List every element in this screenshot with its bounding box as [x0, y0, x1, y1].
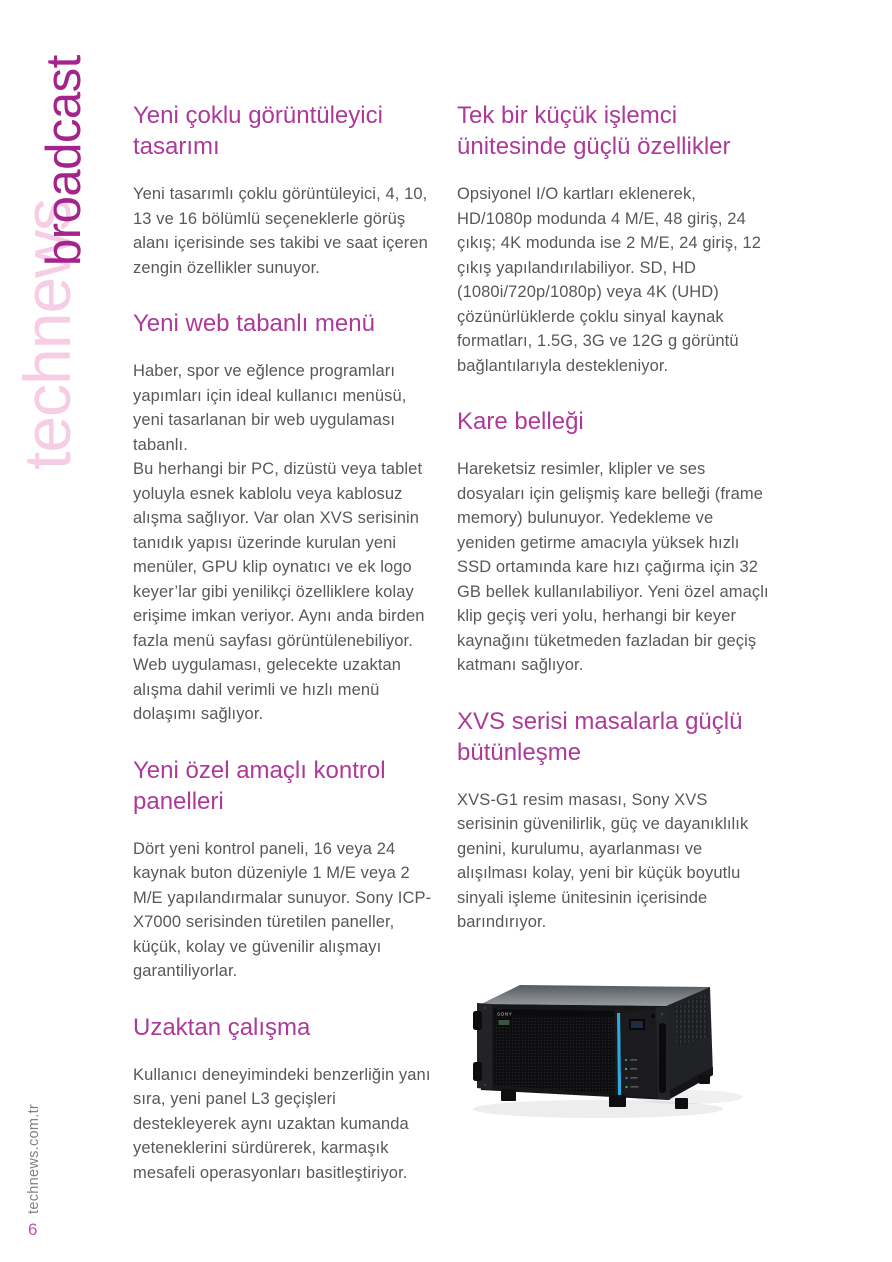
section-paragraph: XVS-G1 resim masası, Sony XVS serisinin güvenilirlik, güç ve dayanıklılık genini, kurulumu, ayarlanması ve alışılması kolay, yeni bir küçük boyutlu sinyali işleme ünitesinin içerisinde barındırıyor.	[457, 790, 749, 931]
section-multiviewer	[133, 100, 434, 280]
section-processor-unit	[457, 100, 772, 378]
section-heading: Kare belleği	[457, 408, 584, 435]
section-paragraph: Haber, spor ve eğlence programları yapımları için ideal kullanıcı menüsü, yeni tasarlanan bir web uygulaması tabanlı.	[133, 362, 407, 454]
section-paragraph: Kullanıcı deneyimindeki benzerliğin yanı sıra, yeni panel L3 geçişleri destekleyerek aynı uzaktan kumanda yeteneklerini sürdürerek, karmaşık mesafeli operasyonları basitleştiriyor.	[133, 1065, 431, 1182]
section-paragraph: Hareketsiz resimler, klipler ve ses dosyaları için gelişmiş kare belleği (frame memory) bulunuyor. Yedekleme ve yeniden getirme amacıyla yüksek hızlı SSD ortamında kare hızı çağırma için 32 GB bellek kullanılabiliyor. Yeni özel amaçlı klip geçiş veri yolu, herhangi bir keyer kaynağını tüketmeden fazladan bir geçiş katmanı sağlıyor.	[457, 460, 769, 674]
section-control-panels	[133, 755, 434, 984]
section-xvs-integration	[457, 706, 772, 935]
section-paragraph: Bu herhangi bir PC, dizüstü veya tablet yoluyla esnek kablolu veya kablosuz alışma sağlıyor. Var olan XVS serisinin tanıdık yapısı üzerinde kurulan yeni menüler, GPU klip oynatıcı ve ek logo keyer’lar gibi yenilikçi özelliklere kolay erişime imkan veriyor. Aynı anda birden fazla menü sayfası görüntülenebiliyor. Web uygulaması, gelecekte uzaktan alışma dahil verimli ve hızlı menü dolaşımı sağlıyor.	[133, 460, 425, 723]
brand-label: SONY	[497, 1011, 513, 1016]
right-column	[457, 100, 772, 1159]
section-heading: Uzaktan çalışma	[133, 1013, 311, 1041]
section-heading: Tek bir küçük işlemci ünitesinde güçlü özellikler	[457, 102, 731, 160]
section-paragraph: Yeni tasarımlı çoklu görüntüleyici, 4, 10, 13 ve 16 bölümlü seçeneklerle görüş alanı içerisinde ses takibi ve saat içeren zengin özellikler sunuyor.	[133, 185, 428, 277]
left-column	[133, 100, 434, 1185]
logo-technews: technews	[10, 199, 84, 470]
logo-broadcast: broadcast	[37, 55, 91, 266]
section-paragraph: Dört yeni kontrol paneli, 16 veya 24 kaynak buton düzeniyle 1 M/E veya 2 M/E yapılandırmalar sunuyor. Sony ICP-X7000 serisinden türetilen paneller, küçük, kolay ve güvenilir alışmayı garantiliyorlar.	[133, 839, 432, 980]
rack-unit-illustration	[463, 959, 793, 1154]
section-heading: Yeni web tabanlı menü	[133, 310, 375, 337]
section-remote-work	[133, 1012, 434, 1186]
section-heading: Yeni çoklu görüntüleyici tasarımı	[133, 102, 383, 160]
section-heading: XVS serisi masalarla güçlü bütünleşme	[457, 707, 743, 766]
section-heading: Yeni özel amaçlı kontrol panelleri	[133, 756, 386, 815]
page-number: 6	[28, 1220, 38, 1239]
product-image-xvs-g1	[463, 959, 772, 1159]
footer-website: technews.com.tr	[26, 1103, 42, 1214]
section-frame-memory	[457, 406, 772, 678]
section-paragraph: Opsiyonel I/O kartları eklenerek, HD/1080p modunda 4 M/E, 48 giriş, 24 çıkış; 4K modunda ise 2 M/E, 24 giriş, 12 çıkış yapılandırılabiliyor. SD, HD (1080i/720p/1080p) veya 4K (UHD) çözünürlüklerde çoklu sinyal kaynak formatları, 1.5G, 3G ve 12G g görüntü bağlantılarıyla destekleniyor.	[457, 185, 761, 375]
section-web-menu	[133, 308, 434, 727]
